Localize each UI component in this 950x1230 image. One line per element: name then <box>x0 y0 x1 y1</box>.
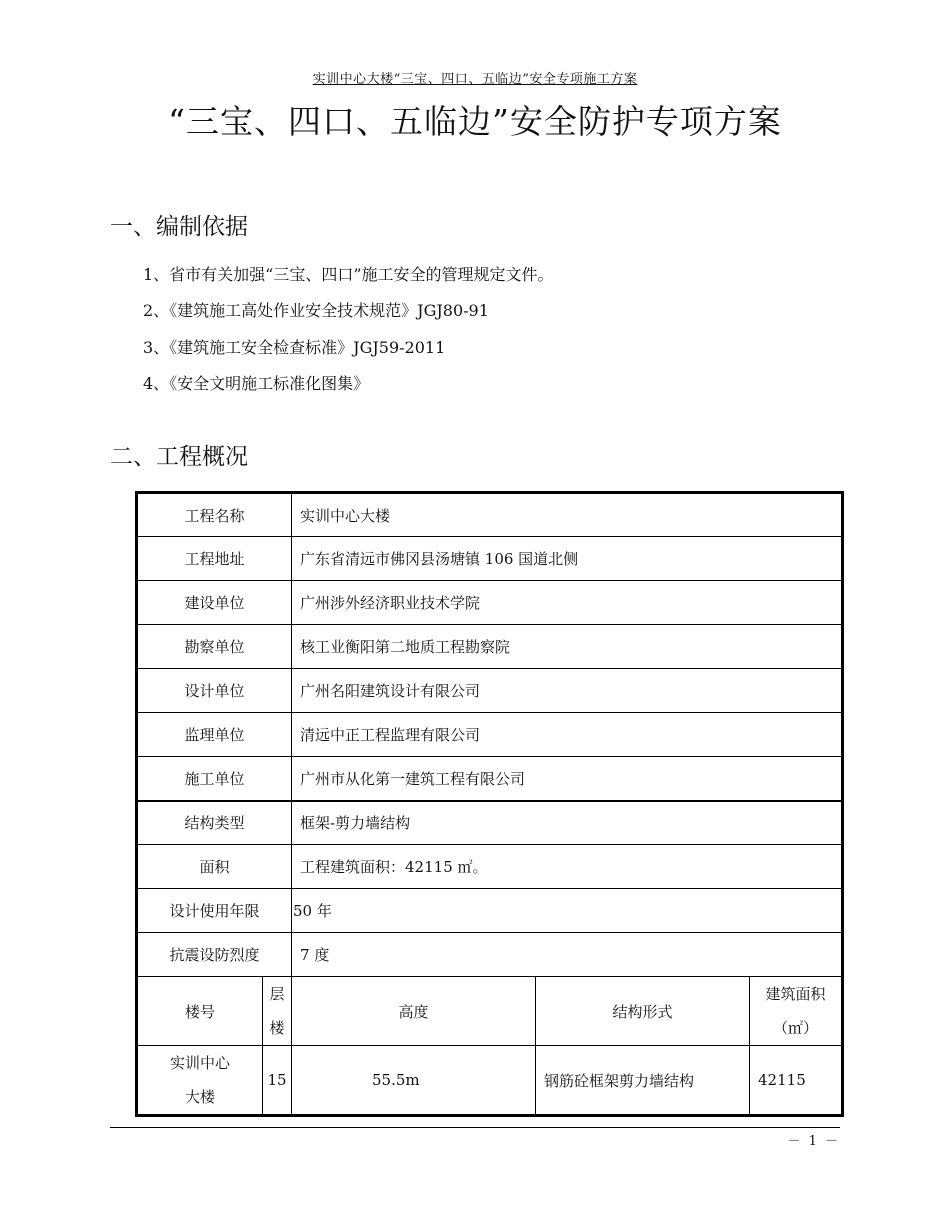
row-label: 抗震设防烈度 <box>137 933 292 977</box>
row-label: 建设单位 <box>137 581 292 625</box>
row-value: 广东省清远市佛冈县汤塘镇 106 国道北侧 <box>292 537 843 581</box>
row-value: 广州涉外经济职业技术学院 <box>292 581 843 625</box>
header-floors-line2: 楼 <box>269 1019 285 1037</box>
running-header: 实训中心大楼“三宝、四口、五临边”安全专项施工方案 <box>312 72 638 87</box>
building-structure: 钢筋砼框架剪力墙结构 <box>536 1046 750 1116</box>
building-header-row <box>137 977 843 1046</box>
section-heading-basis: 一、编制依据 <box>110 214 248 240</box>
header-floors <box>263 977 292 1046</box>
row-label: 勘察单位 <box>137 625 292 669</box>
building-data-row <box>137 1046 843 1116</box>
building-name <box>137 1046 263 1116</box>
header-structure: 结构形式 <box>536 977 750 1046</box>
row-label: 设计使用年限 <box>137 889 292 933</box>
table-row <box>137 845 843 889</box>
header-building-no: 楼号 <box>137 977 263 1046</box>
row-label: 施工单位 <box>137 757 292 801</box>
reference-item: 2、《建筑施工高处作业安全技术规范》JGJ80-91 <box>143 301 489 320</box>
row-value: 7 度 <box>292 933 843 977</box>
section-heading-overview: 二、工程概况 <box>110 444 248 470</box>
row-value: 50 年 <box>292 889 843 933</box>
row-value: 清远中正工程监理有限公司 <box>292 713 843 757</box>
building-area: 42115 <box>750 1046 843 1116</box>
table-row <box>137 933 843 977</box>
header-area <box>750 977 843 1046</box>
header-floors-line1: 层 <box>269 985 285 1003</box>
row-label: 设计单位 <box>137 669 292 713</box>
table-row <box>137 493 843 537</box>
row-value: 核工业衡阳第二地质工程勘察院 <box>292 625 843 669</box>
reference-item: 1、省市有关加强“三宝、四口”施工安全的管理规定文件。 <box>143 265 554 284</box>
header-area-line1: 建筑面积 <box>765 985 826 1003</box>
footer-divider <box>110 1127 840 1128</box>
row-label: 监理单位 <box>137 713 292 757</box>
table-row <box>137 625 843 669</box>
row-label: 工程地址 <box>137 537 292 581</box>
header-area-line2: （㎡） <box>773 1019 819 1037</box>
table-row <box>137 537 843 581</box>
building-height: 55.5m <box>292 1046 536 1116</box>
document-title: “三宝、四口、五临边”安全防护专项方案 <box>168 102 782 141</box>
table-row <box>137 801 843 845</box>
row-label: 面积 <box>137 845 292 889</box>
building-name-line2: 大楼 <box>184 1088 215 1106</box>
page-number: － 1 － <box>787 1134 840 1149</box>
row-label: 结构类型 <box>137 801 292 845</box>
reference-item: 4、《安全文明施工标准化图集》 <box>143 374 370 393</box>
project-overview-table <box>135 491 844 1117</box>
row-value: 工程建筑面积：42115 ㎡。 <box>292 845 843 889</box>
row-value: 实训中心大楼 <box>292 493 843 537</box>
table-row <box>137 713 843 757</box>
row-value: 广州市从化第一建筑工程有限公司 <box>292 757 843 801</box>
reference-item: 3、《建筑施工安全检查标准》JGJ59-2011 <box>143 338 446 357</box>
table-row <box>137 669 843 713</box>
table-row <box>137 581 843 625</box>
row-value: 框架-剪力墙结构 <box>292 801 843 845</box>
building-name-line1: 实训中心 <box>169 1054 230 1072</box>
row-value: 广州名阳建筑设计有限公司 <box>292 669 843 713</box>
table-row <box>137 889 843 933</box>
building-floors: 15 <box>263 1046 292 1116</box>
header-height: 高度 <box>292 977 536 1046</box>
row-label: 工程名称 <box>137 493 292 537</box>
table-row <box>137 757 843 801</box>
